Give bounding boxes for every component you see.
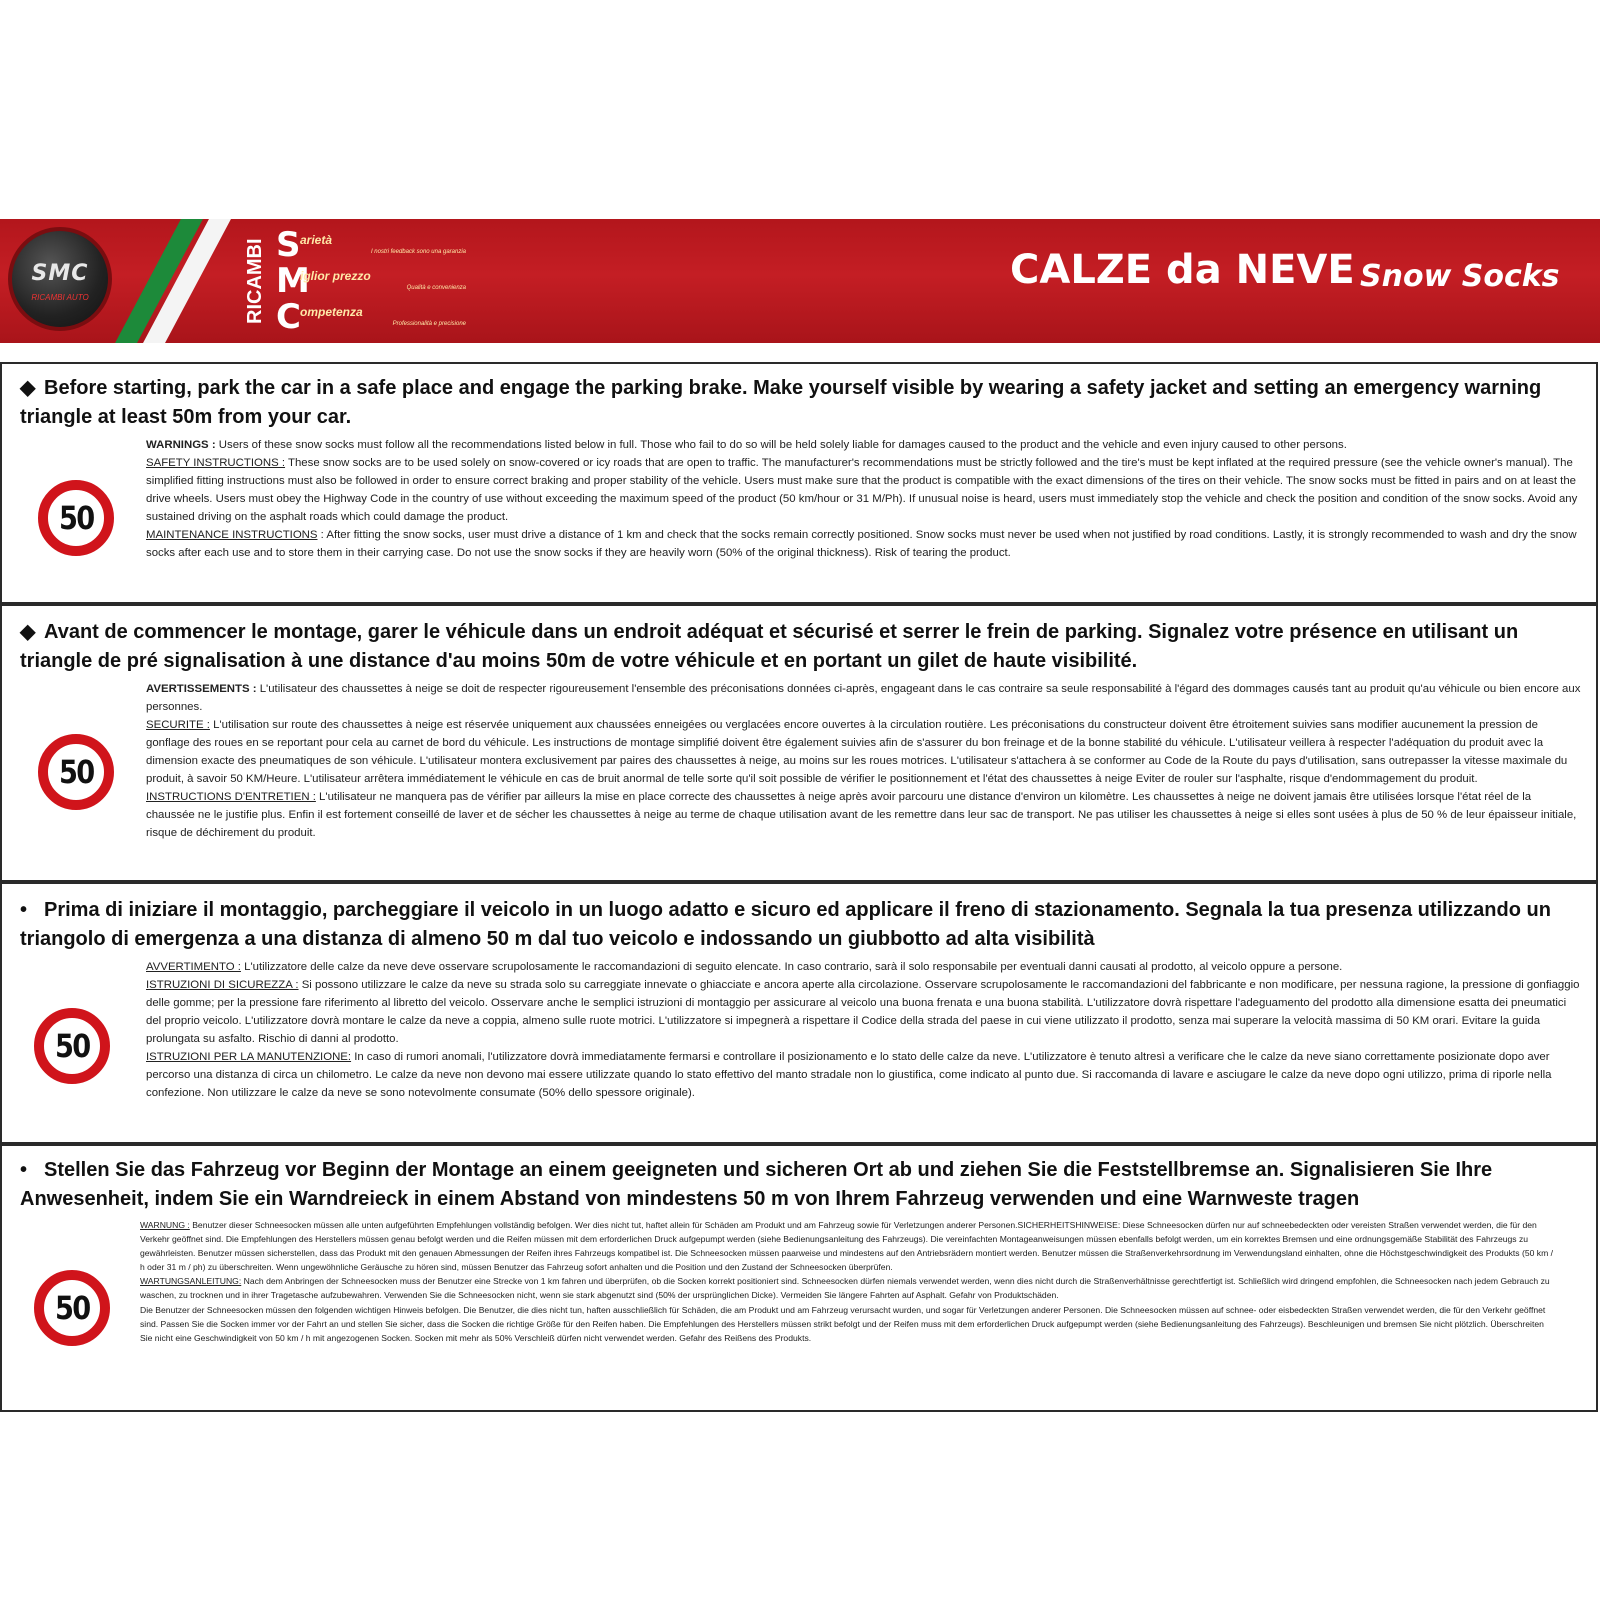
paragraph-text: Si possono utilizzare le calze da neve su strada solo su carreggiate innevate o ghiacciate e ancora aperte alla circolazione. Osservare scrupolosamente le raccomandazioni del fabbricante e non modificare, per nessuna ragione, la pressione di gonfiaggio delle gomme; per la pressione fare riferimento al libretto del veicolo. Osservare anche le semplici istruzioni di montaggio per assicurare al veicolo una buona frenata e una buona stabilità. L'utilizzatore dovrà rispettare l'adeguamento del prodotto alla dimensione esatta dei pneumatici del proprio veicolo. L'utilizzatore dovrà montare le calze da neve a coppia, almeno sulle ruote motrici. L'utilizzatore si impegnerà a rispettare il Codice della strada del paese in cui viene utilizzato il prodotto, senza mai superare la velocità massima di 50 KM orari. Evitare la guida prolungata su asfalto. Rischio di danni al prodotto. bbox=[146, 979, 1580, 1045]
speed-limit-50-icon: 50 bbox=[34, 1270, 110, 1346]
section-headline: • Prima di iniziare il montaggio, parcheggiare il veicolo in un luogo adatto e sicuro ed applicare il freno di stazionamento. Segnala la tua presenza utilizzando un triangolo di emergenza a una distanza di almeno 50 m dal tuo veicolo e indossando un giubbotto ad alta visibilità bbox=[20, 896, 1566, 954]
speaker-bullet-icon: ◆ bbox=[20, 377, 36, 399]
header-banner bbox=[0, 219, 1600, 343]
paragraph-text: L'utilisateur ne manquera pas de vérifier par ailleurs la mise en place correcte des chaussettes à neige après avoir parcouru une distance d'environ un kilomètre. Les chaussettes à neige ne doivent jamais être utilisées lorsque l'état réel de la chaussée ne le justifie plus. Enfin il est fortement conseillé de laver et de sécher les chaussettes à neige au terme de chaque utilisation avant de les remettre dans leur sac de transport. Ne pas utiliser les chaussettes à neige si elles sont usées à plus de 50 % de leur épaisseur initiale, risque de déchirement du produit. bbox=[146, 791, 1577, 839]
section-italian bbox=[0, 882, 1598, 1144]
speed-limit-50-icon: 50 bbox=[38, 480, 114, 556]
section-body bbox=[146, 436, 1582, 562]
section-headline: ◆ Before starting, park the car in a safe place and engage the parking brake. Make yourself visible by wearing a safety jacket and setting an emergency warning triangle at least 50m from your car. bbox=[20, 374, 1566, 432]
section-body bbox=[146, 680, 1582, 842]
logo-subtitle: RICAMBI AUTO bbox=[31, 293, 89, 302]
section-headline: • Stellen Sie das Fahrzeug vor Beginn der Montage an einem geeigneten und sicheren Ort ab und ziehen Sie die Feststellbremse an. Signalisieren Sie Ihre Anwesenheit, indem Sie ein Warndreieck in einem Abstand von mindestens 50 m von Ihrem Fahrzeug verwenden und eine Warnweste tragen bbox=[20, 1156, 1566, 1214]
speed-limit-50-icon: 50 bbox=[34, 1008, 110, 1084]
section-headline: ◆ Avant de commencer le montage, garer le véhicule dans un endroit adéquat et sécurisé et serrer le frein de parking. Signalez votre présence en utilisant un triangle de pré signalisation à une distance d'au moins 50m de votre véhicule et en portant un gilet de haute visibilité. bbox=[20, 618, 1566, 676]
paragraph-label: WARNINGS : bbox=[146, 439, 216, 451]
smc-row-s bbox=[276, 227, 486, 263]
paragraph-label: ISTRUZIONI PER LA MANUTENZIONE: bbox=[146, 1051, 352, 1063]
smc-letter: C bbox=[276, 297, 301, 337]
smc-word: iglior prezzo bbox=[300, 269, 371, 283]
paragraph-label: SECURITE : bbox=[146, 719, 210, 731]
page-subtitle: Snow Socks bbox=[1360, 259, 1560, 294]
paragraph-text: Nach dem Anbringen der Schneesocken muss der Benutzer eine Strecke von 1 km fahren und überprüfen, ob die Socken korrekt positioniert sind. Schneesocken dürfen niemals verwendet werden, wenn dies nicht durch die Straßenverhältnisse gerechtfertigt ist. Schließlich wird dringend empfohlen, die Schneesocken nach jedem Gebrauch zu waschen, zu trocknen und in ihrer Tragetasche aufzubewahren. Verwenden Sie die Schneesocken nicht, wenn sie stark abgenutzt sind (50% der ursprünglichen Dicke). Vermeiden Sie längere Fahrten auf Asphalt. Gefahr von Produktschäden. bbox=[140, 1276, 1550, 1301]
bullet-icon: • bbox=[20, 899, 28, 921]
paragraph-text: : After fitting the snow socks, user must drive a distance of 1 km and check that the socks remain correctly positioned. Snow socks must never be used when not justified by road conditions. Lastly, it is strongly recommended to wash and dry the snow socks after each use and to store them in their carrying case. Do not use the snow socks if they are heavily worn (50% of the original thickness). Risk of tearing the product. bbox=[146, 529, 1577, 559]
bullet-icon: • bbox=[20, 1159, 28, 1181]
paragraph-label: ISTRUZIONI DI SICUREZZA : bbox=[146, 979, 299, 991]
smc-letter: S bbox=[276, 225, 301, 265]
speed-limit-50-icon: 50 bbox=[38, 734, 114, 810]
paragraph-text: Benutzer dieser Schneesocken müssen alle unten aufgeführten Empfehlungen vollständig befolgen. Wer dies nicht tut, haftet allein für Schäden am Produkt und am Fahrzeug sowie für Verletzungen anderer Personen.SICHERHEITSHINWEISE: Diese Schneesocken dürfen nur auf schneebedeckten oder vereisten Straßen verwendet werden, die für den Verkehr geöffnet sind. Die Empfehlungen des Herstellers müssen genau befolgt werden und die Reifen müssen mit dem erforderlichen Druck aufgepumpt werden (siehe Bedienungsanleitung des Fahrzeugs). Die vereinfachten Montageanweisungen müssen ebenfalls befolgt werden, um ein korrektes Bremsen und eine ordnungsgemäße Stabilität des Fahrzeugs zu gewährleisten. Benutzer müssen sicherstellen, dass das Produkt mit den genauen Abmessungen der Reifen ihres Fahrzeugs kompatibel ist. Die Schneesocken müssen paarweise und mindestens auf den Antriebsrädern montiert werden. Benutzer müssen die Straßenverkehrsordnung im Verwendungsland einhalten, ohne die Höchstgeschwindigkeit des Produkts (50 km / h oder 31 m / ph) zu überschreiten. Wenn ungewöhnliche Geräusche zu hören sind, müssen Benutzer das Fahrzeug sofort anhalten und die Position und den Zustand der Schneesocken überprüfen. bbox=[140, 1220, 1554, 1273]
smc-acronym bbox=[276, 227, 486, 337]
page-title: CALZE da NEVE bbox=[1010, 247, 1355, 293]
paragraph-text: L'utilisation sur route des chaussettes à neige est réservée uniquement aux chaussées enneigées ou verglacées encore ouvertes à la circulation routière. Les préconisations du constructeur doivent être étroitement suivies sans modifier aucunement la pression de gonflage des roues en se reportant pour cela au carnet de bord du véhicule. Les instructions de montage simplifié doivent être également suivies afin de s'assurer du bon freinage et de la bonne stabilité du véhicule. L'utilisateur veillera à respecter l'adéquation du produit avec la dimension exacte des pneumatiques de son véhicule. L'utilisateur montera exclusivement par paires des chaussettes à neige, au moins sur les roues motrices. L'utilisateur s'attachera à se conformer au Code de la Route du pays d'utilisation, sans outrepasser la vitesse maximale du produit, à savoir 50 KM/Heure. L'utilisateur arrêtera immédiatement le véhicule en cas de bruit anormal de telle sorte qu'il soit possible de vérifier le positionnement et l'état des chaussettes à neige Eviter de rouler sur l'asphalte, risque d'endommagement du produit. bbox=[146, 719, 1568, 785]
section-english bbox=[0, 362, 1598, 604]
paragraph-text: These snow socks are to be used solely on snow-covered or icy roads that are open to traffic. The manufacturer's recommendations must be strictly followed and the tire's must be kept inflated at the required pressure (see the vehicle owner's manual). The simplified fitting instructions must also be followed in order to ensure correct braking and proper stability of the vehicle. Users must make sure that the product is compatible with the exact dimensions of the tires on their vehicle. The snow socks must be fitted in pairs and on at least the drive wheels. Users must obey the Highway Code in the country of use without exceeding the maximum speed of the product (50 km/hour or 31 M/Ph). If unusual noise is heard, users must immediately stop the vehicle and check the position and condition of the snow socks. Avoid any sustained driving on the asphalt roads which could damage the product. bbox=[146, 457, 1578, 523]
paragraph-text: L'utilisateur des chaussettes à neige se doit de respecter rigoureusement l'ensemble des préconisations données ci-après, engageant dans le cas contraire sa seule responsabilité à l'égard des dommages causés tant au produit qu'au véhicule ou bien encore aux personnes. bbox=[146, 683, 1581, 713]
paragraph-label: WARTUNGSANLEITUNG: bbox=[140, 1276, 242, 1287]
paragraph-label: SAFETY INSTRUCTIONS : bbox=[146, 457, 286, 469]
section-french bbox=[0, 604, 1598, 882]
section-german bbox=[0, 1144, 1598, 1412]
paragraph-label: MAINTENANCE INSTRUCTIONS bbox=[146, 529, 318, 541]
smc-row-m bbox=[276, 263, 486, 299]
smc-row-c bbox=[276, 299, 486, 335]
paragraph-text: L'utilizzatore delle calze da neve deve osservare scrupolosamente le raccomandazioni di seguito elencate. In caso contrario, sarà il solo responsabile per eventuali danni causati al prodotto, al veicolo oppure a persone. bbox=[240, 961, 1343, 973]
smc-letter: M bbox=[276, 261, 310, 301]
paragraph-label: AVVERTIMENTO : bbox=[146, 961, 241, 973]
smc-word: ompetenza bbox=[300, 305, 363, 319]
paragraph-text: Users of these snow socks must follow all the recommendations listed below in full. Those who fail to do so will be held solely liable for damages caused to the product and the vehicle and even injury caused to other persons. bbox=[215, 439, 1347, 451]
paragraph-label: INSTRUCTIONS D'ENTRETIEN : bbox=[146, 791, 316, 803]
speaker-bullet-icon: ◆ bbox=[20, 621, 36, 643]
section-body bbox=[140, 1218, 1556, 1345]
smc-tagline: Professionalità e precisione bbox=[392, 321, 466, 327]
logo-brand: SMC bbox=[31, 261, 89, 286]
paragraph-text: In caso di rumori anomali, l'utilizzatore dovrà immediatamente fermarsi e controllare il posizionamento e lo stato delle calze da neve. L'utilizzatore è tenuto altresì a verificare che le calze da neve siano correttamente posizionate dopo aver percorso una distanza di circa un chilometro. Le calze da neve non devono mai essere utilizzate quando lo stato effettivo del manto stradale non lo giustifica, come indicato al punto due. Si raccomanda di lavare e asciugare le calze da neve dopo ogni utilizzo, prima di riporle nella confezione. Non utilizzare le calze da neve se sono notevolmente consumate (50% dello spessore originale). bbox=[146, 1051, 1552, 1099]
section-body bbox=[146, 958, 1582, 1102]
paragraph-label: AVERTISSEMENTS : bbox=[146, 683, 257, 695]
smc-tagline: Qualità e convenienza bbox=[406, 285, 466, 291]
smc-word: arietà bbox=[300, 233, 333, 247]
paragraph-label: WARNUNG : bbox=[140, 1220, 190, 1230]
smc-logo bbox=[8, 227, 112, 331]
smc-tagline: I nostri feedback sono una garanzia bbox=[370, 249, 466, 255]
ricambi-label: RICAMBI bbox=[244, 238, 266, 324]
paragraph-text: Die Benutzer der Schneesocken müssen den folgenden wichtigen Hinweis befolgen. Die Benutzer, die dies nicht tun, haften ausschließlich für Schäden, die am Produkt und am Fahrzeug verursacht wurden, und sogar für Verletzungen anderer Personen. Die Schneesocken müssen auf schnee- oder eisbedeckten Straßen verwendet werden, die für den Verkehr geöffnet sind. Passen Sie die Socken immer vor der Fahrt an und stellen Sie sicher, dass die Socken die richtige Größe für den Reifen haben. Die Empfehlungen des Herstellers müssen strikt befolgt und der Reifen muss mit dem erforderlichen Druck aufgepumpt werden (siehe Bedienungsanleitung des Fahrzeugs). Beschleunigen und bremsen Sie nicht plötzlich. Überschreiten Sie nicht eine Geschwindigkeit von 50 km / h mit angezogenen Socken. Socken mit mehr als 50% Verschleiß dürfen nicht verwendet werden. Gefahr des Reißens des Produkts. bbox=[140, 1304, 1546, 1343]
